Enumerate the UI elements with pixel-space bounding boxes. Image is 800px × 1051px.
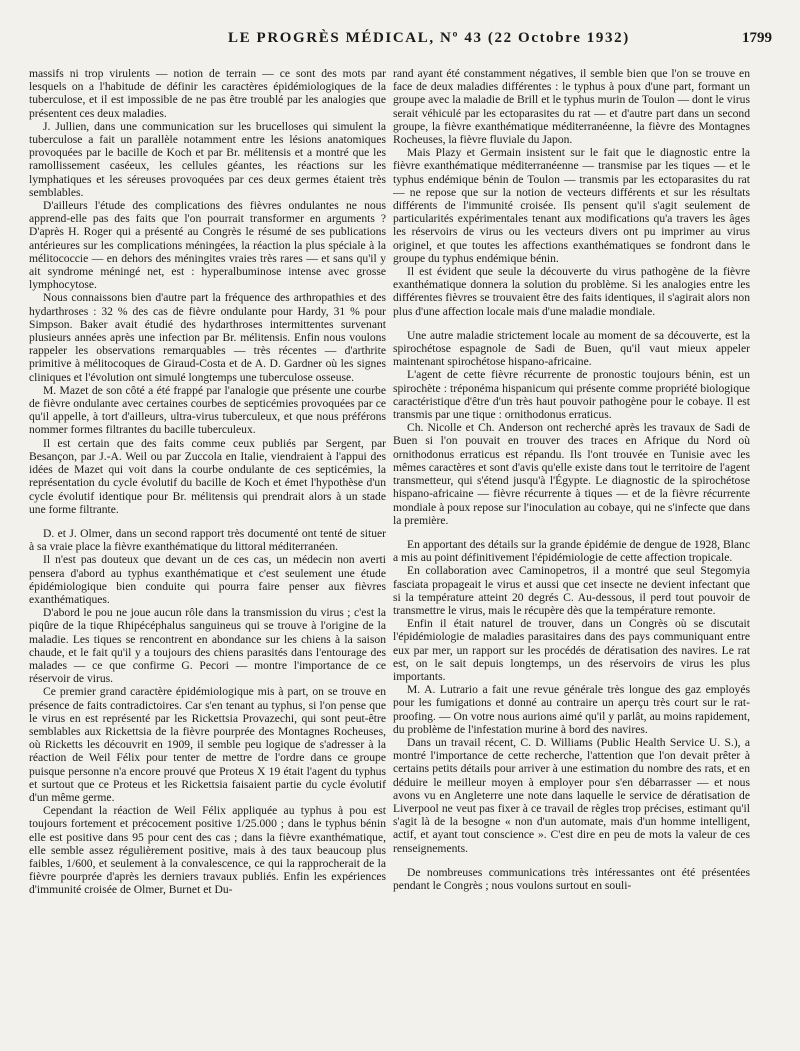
paragraph: Ce premier grand caractère épidémiologique mis à part, on se trouve en présence de faits contradictoires. Car s'en tenant au typhus, si l'on pense que le virus en est représenté par les Rickettsia Provazechi, qui sont peut-être semblables aux Rickettsia de la fièvre pourprée des Montagnes Rocheuses, où Ricketts les découvrit en 1909, il semble peu logique de s'adresser à la réaction de Weil Félix pour tenter de mettre de l'ordre dans ce groupe puisque personne n'a encore prouvé que Proteus X 19 était l'agent du typhus et surtout que ce Proteus et les Rickettsia faisaient partie du cycle évolutif d'un même germe.: [29, 685, 386, 804]
paragraph: De nombreuses communications très intéressantes ont été présentées pendant le Congrès ; nous voulons surtout en souli-: [393, 865, 750, 892]
paragraph: Il est certain que des faits comme ceux publiés par Sergent, par Besançon, par J.-A. Weil ou par Zuccola en Italie, viendraient à l'appui des idées de Mazet qui voit dans la courbe ondulante de ces septicémies, la représentation du cycle évolutif du bacille de Koch et émet l'hypothèse d'un cycle évolutif identique pour Br. mélitensis qui prendrait alors à un stade une forme filtrante.: [29, 436, 386, 516]
journal-title: LE PROGRÈS MÉDICAL, Nº 43 (22 Octobre 1932): [228, 30, 630, 46]
paragraph: Il n'est pas douteux que devant un de ces cas, un médecin non averti pensera d'abord au typhus exanthématique et c'est seulement une étude épidémiologique bien conduite qui pourra faire penser aux fièvres exanthématiques.: [29, 553, 386, 606]
page-number: 1799: [742, 30, 772, 46]
paragraph: En collaboration avec Caminopetros, il a montré que seul Stegomyia fasciata propageait le virus et aussi que cet insecte ne devient infectant que si la température atteint 20 degrés C. Au-dessous, il perd tout pouvoir de transmettre le virus, mais le récupère dès que la température remonte.: [393, 564, 750, 617]
running-header: [28, 30, 772, 52]
right-column: [393, 67, 750, 1042]
paragraph: M. A. Lutrario a fait une revue générale très longue des gaz employés pour les fumigations et donné au contraire un aperçu très court sur le rat-proofing. — On votre nous aurions aimé qu'il y parlât, au moins rapidement, du problème de l'infestation murine à bord des navires.: [393, 683, 750, 736]
paragraph: En apportant des détails sur la grande épidémie de dengue de 1928, Blanc a mis au point définitivement l'épidémiologie de cette affection tropicale.: [393, 537, 750, 565]
left-column: [29, 67, 386, 1042]
paragraph: Nous connaissons bien d'autre part la fréquence des arthropathies et des hydarthroses : 32 % des cas de fièvre ondulante pour Hardy, 31 % pour Simpson. Baker avait étudié des hydarthroses intermittentes survenant plusieurs années après une infection par Br. mélitensis. Enfin nous voulons rappeler les observations remarquables — très récentes — d'arthrite primitive à mélitocoques de Giraud-Costa et de A. D. Gardner où les signes cliniques et l'évolution ont simulé longtemps une tuberculose osseuse.: [29, 291, 386, 384]
paragraph: Ch. Nicolle et Ch. Anderson ont recherché après les travaux de Sadi de Buen si l'on pouvait en trouver des traces en Afrique du Nord où ornithodonus erraticus est répandu. Ils l'ont trouvée en Tunisie avec les mêmes caractères et sont d'avis qu'elle existe dans tout le territoire de l'agent transmetteur, qui s'étend jusqu'à l'Égypte. Le diagnostic de la spirochétose hispano-africaine — fièvre récurrente à tiques — et de la fièvre récurrente mondiale à poux repose sur l'inoculation au cobaye, qui ne s'infecte que dans la première.: [393, 421, 750, 527]
paragraph: J. Jullien, dans une communication sur les brucelloses qui simulent la tuberculose a fait un parallèle notamment entre les lésions anatomiques provoquées par le bacille de Koch et par Br. mélitensis et a montré que les ramollissement caséeux, les cellules géantes, les réactions sur les lymphatiques et les séreuses provoquées par ces deux germes étaient très semblables.: [29, 119, 386, 199]
paragraph: rand ayant été constamment négatives, il semble bien que l'on se trouve en face de deux maladies différentes : le typhus à poux d'une part, formant un groupe avec la maladie de Brill et le typhus murin de Toulon — dont le virus serait véhiculé par les ectoparasites du rat — et d'autre part dans un second groupe, la fièvre exanthématique méditerranéenne, la fièvre des Montagnes Rocheuses, la fièvre fluviale du Japon.: [393, 67, 750, 147]
paragraph: Une autre maladie strictement locale au moment de sa découverte, est la spirochétose espagnole de Sadi de Buen, qu'il vaut mieux appeler maintenant spirochétose hispano-africaine.: [393, 328, 750, 369]
paragraph: M. Mazet de son côté a été frappé par l'analogie que présente une courbe de fièvre ondulante avec certaines courbes de septicémies provoquées par ce qu'il appelle, à tort d'ailleurs, ultra-virus tuberculeux, et que nous préférons nommer formes filtrantes du bacille tuberculeux.: [29, 383, 386, 437]
paragraph: L'agent de cette fièvre récurrente de pronostic toujours bénin, est un spirochète : tréponéma hispanicum qui présente comme propriété biologique caractéristique d'être d'un très haut pouvoir pathogène pour le cobaye. Il est transmis par une tique : ornithodonus erraticus.: [393, 368, 750, 422]
paragraph: Mais Plazy et Germain insistent sur le fait que le diagnostic entre la fièvre exanthématique méditerranéenne — transmise par les tiques — et le typhus endémique bénin de Toulon — transmis par les ectoparasites du rat — ne repose que sur la notion de vecteurs différents et sur les résultats différents de l'immunité croisée. Ils pensent qu'il s'agit seulement de particularités expérimentales tenant aux modifications qu'a travers les âges les réservoirs de virus ou les vecteurs divers ont pu imprimer au virus originel, et que toutes les affections exanthématiques se fondront dans le groupe du typhus endémique bénin.: [393, 146, 750, 265]
paragraph: D. et J. Olmer, dans un second rapport très documenté ont tenté de situer à sa vraie place la fièvre exanthématique du littoral méditerranéen.: [29, 526, 386, 554]
paragraph: D'ailleurs l'étude des complications des fièvres ondulantes ne nous apprend-elle pas des faits que l'on pourrait transformer en arguments ? D'après H. Roger qui a présenté au Congrès le résumé de ses publications antérieures sur les complications méningées, la réaction la plus spéciale à la mélitococcie — en dehors des méningites vraies très rares — et sans qu'il y ait syndrome méningé net, est : hyperalbuminose intense avec grosse lymphocytose.: [29, 199, 386, 292]
paragraph: Dans un travail récent, C. D. Williams (Public Health Service U. S.), a montré l'importance de cette recherche, l'attention que l'on devait prêter à certains petits détails pour arriver à une estimation du nombre des rats, et en déduire le meilleur moyen à employer pour s'en débarrasser — et nous avons vu en Angleterre une note dans laquelle le service de dératisation de Liverpool ne veut pas fixer à ce travail de règles trop précises, estimant qu'il s'agit là de la besogne « non d'un automate, mais d'un homme intelligent, actif, et ayant tout conscience ». C'est dire en peu de mots la valeur de ces renseignements.: [393, 735, 750, 855]
paragraph: Cependant la réaction de Weil Félix appliquée au typhus à pou est toujours fortement et précocement positive 1/25.000 ; dans le typhus bénin elle est positive dans 95 pour cent des cas ; dans la fièvre exanthématique, elle semble assez régulièrement positive, mais à des taux beaucoup plus faibles, 1/600, et seulement à la convalescence, ce qui la rapprocherait de la fièvre pourprée d'après les derniers travaux publiés. Enfin les expériences d'immunité croisée de Olmer, Burnet et Du-: [29, 804, 386, 897]
paragraph: massifs ni trop virulents — notion de terrain — ce sont des mots par lesquels on a l'habitude de définir les caractères épidémiologiques de la tuberculose, et il est impossible de ne pas être troublé par les analogies que présentent ces deux maladies.: [29, 67, 386, 120]
paragraph: D'abord le pou ne joue aucun rôle dans la transmission du virus ; c'est la piqûre de la tique Rhipécéphalus sanguineus qui se trouve à l'origine de la maladie. Les tiques se rencontrent en abondance sur les chiens à la saison chaude, et le fait qu'il y a toujours des chiens parasités dans l'entourage des malades — ce que confirme G. Pecori — montre l'importance de ce réservoir de virus.: [29, 606, 386, 686]
paragraph: Il est évident que seule la découverte du virus pathogène de la fièvre exanthématique donnera la solution du problème. Si les analogies entre les différentes fièvres se trouvaient être des faits identiques, il s'agirait alors non plus d'une affection locale mais d'une maladie mondiale.: [393, 265, 750, 318]
paragraph: Enfin il était naturel de trouver, dans un Congrès où se discutait l'épidémiologie de maladies parasitaires dans des pays communiquant entre eux par mer, un rapport sur les procédés de dératisation des navires. Le rat est, on le sait depuis longtemps, un des réservoirs de virus les plus importants.: [393, 617, 750, 683]
